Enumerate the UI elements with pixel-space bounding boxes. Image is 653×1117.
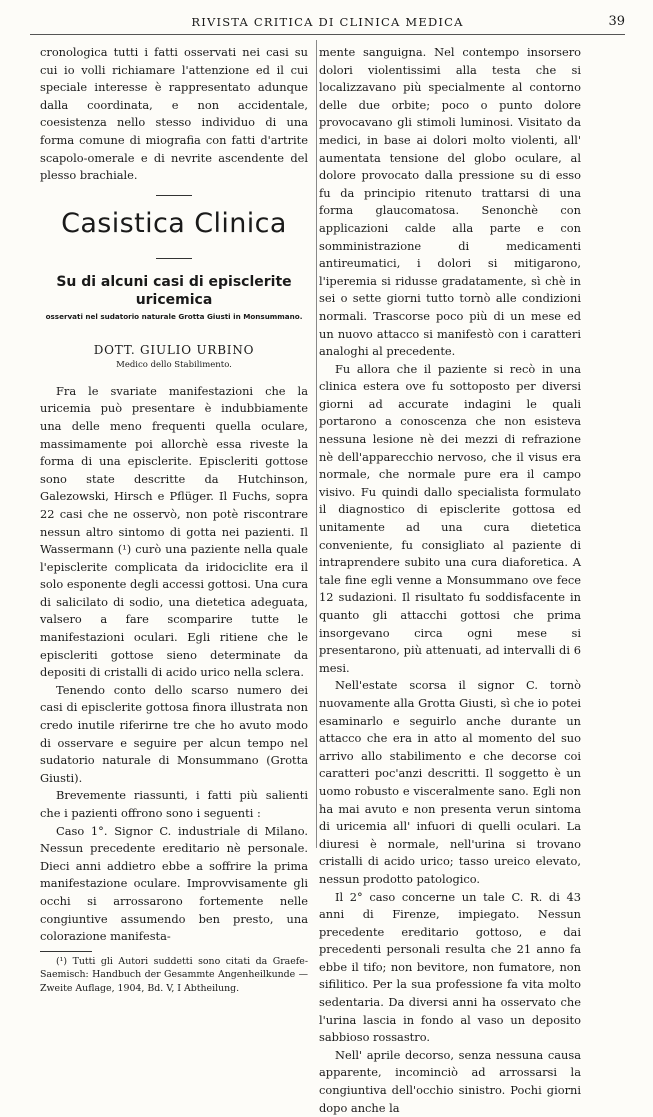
page-header — [30, 12, 625, 35]
page-number: 39 — [608, 14, 625, 29]
body-paragraph: Caso 1°. Signor C. industriale di Milano. Nessun precedente ereditario nè personale. Dieci anni addietro ebbe a soffrire la prima manifestazione oculare. Improvvisamente gli occhi si arrossarono fortemente nelle congiuntive assumendo ben presto, una colorazione manifesta- — [40, 823, 308, 944]
body-paragraph: Nell' aprile decorso, senza nessuna causa apparente, incominciò ad arrossarsi la congiuntiva dell'occhio sinistro. Pochi giorni dopo anche la — [319, 1047, 581, 1115]
author-name: DOTT. GIULIO URBINO — [93, 342, 255, 357]
body-paragraph: Il 2° caso concerne un tale C. R. di 43 anni di Firenze, impiegato. Nessun precedente ereditario gottoso, e dai precedenti personali resulta che 21 anno fa ebbe il tifo; non bevitore, non fumatore, non sifilitico. Per la sua professione fa vita molto sedentaria. Da diversi anni ha osservato che l'urina lascia in fondo al vaso un deposito sabbioso rossastro. — [319, 889, 581, 1045]
author-affiliation: Medico dello Stabilimento. — [116, 359, 232, 370]
section-rule — [156, 195, 192, 196]
body-paragraph: Nell'estate scorsa il signor C. tornò nuovamente alla Grotta Giusti, sì che io potei esaminarlo e seguirlo anche durante un attacco che era in atto al momento del suo arrivo allo stabilimento e che decorse coi caratteri poc'anzi descritti. Il soggetto è un uomo robusto e visceralmente sano. Egli non ha mai avuto e non presenta verun sintoma di uricemia all' infuori di quelli oculari. La diuresi è normale, nell'urina si trovano cristalli di acido urico; tasso ureico elevato, nessun prodotto patologico. — [319, 678, 581, 886]
left-column — [40, 44, 308, 996]
body-paragraph: Brevemente riassunti, i fatti più salienti che i pazienti offrono sono i seguenti : — [40, 788, 308, 820]
section-title: Casistica Clinica — [61, 207, 287, 239]
body-paragraph: Fra le svariate manifestazioni che la uricemia può presentare è indubbiamente una delle meno frequenti quella oculare, massimamente poi allorchè essa riveste la forma di una episclerite. Episcleriti gottose sono state descritte da Hutchinson, Galezowski, Hirsch e Pflüger. Il Fuchs, sopra 22 casi che ne osservò, non potè riscontrare nessun altro sintomo di gotta nei pazienti. Il Wassermann (¹) curò una paziente nella quale l'episclerite complicata da iridociclite era il solo esponente degli accessi gottosi. Una cura di salicilato di sodio, una dietetica adeguata, valsero a fare scomparire tutte le manifestazioni oculari. Egli ritiene che le episcleriti gottose sieno determinate da depositi di cristalli di acido urico nella sclera. — [40, 383, 308, 680]
title-rule — [156, 258, 192, 259]
body-paragraph: mente sanguigna. Nel contempo insorsero dolori violentissimi alla testa che si localizzavano più specialmente al contorno delle due orbite; poco o punto dolore provocavano gli stimoli luminosi. Visitato da medici, in base ai dolori molto violenti, all' aumentata tensione del globo oculare, al dolore provocato dalla pressione su di esso fu da principio ritenuto trattarsi di una forma glaucomatosa. Senonchè con applicazioni calde alla parte e con somministrazione di medicamenti antireumatici, i dolori si mitigarono, l'iperemia si ridusse gradatamente, sì chè in sei o sette giorni tutto tornò alle condizioni normali. Trascorse poco più di un mese ed un nuovo attacco si manifestò con i caratteri analoghi al precedente. — [319, 45, 581, 359]
column-divider — [316, 40, 317, 848]
running-title: RIVISTA CRITICA DI CLINICA MEDICA — [191, 15, 464, 29]
body-paragraph: Tenendo conto dello scarso numero dei casi di episclerite gottosa finora illustrata non credo inutile riferirne tre che ho avuto modo di osservare e seguire per alcun tempo nel sudatorio naturale di Monsummano (Grotta Giusti). — [40, 682, 308, 785]
article-subtitle: osservati nel sudatorio naturale Grotta Giusti in Monsummano. — [45, 311, 303, 321]
body-paragraph: Fu allora che il paziente si recò in una clinica estera ove fu sottoposto per diversi giorni ad accurate indagini le quali portarono a conoscenza che non esisteva nessuna lesione nè dei mezzi di refrazione nè dell'apparecchio nervoso, che il visus era normale, che normale pure era il campo visivo. Fu quindi dallo specialista formulato il diagnostico di episclerite gottosa ed unitamente ad una cura dietetica conveniente, fu consigliato al paziente di intraprendere subito una cura diaforetica. A tale fine egli venne a Monsummano ove fece 12 sudazioni. Il risultato fu soddisfacente in quanto gli attacchi gottosi che prima insorgevano circa ogni mese si presentarono, più attenuati, ad intervalli di 6 mesi. — [319, 361, 581, 675]
right-column — [319, 44, 581, 1117]
article-title: Su di alcuni casi di episclerite uricemica — [56, 273, 292, 308]
footnote-rule — [40, 951, 92, 952]
footnote: (¹) Tutti gli Autori suddetti sono citati da Graefe-Saemisch: Handbuch der Gesammte Angenheilkunde — Zweite Auflage, 1904, Bd. V, I Abtheilung. — [40, 955, 308, 994]
carryover-paragraph: cronologica tutti i fatti osservati nei casi su cui io volli richiamare l'attenzione ed il cui speciale interesse è rappresentato adunque dalla coordinata, e non accidentale, coesistenza nello stesso individuo di una forma comune di miografia con fatti d'artrite scapolo-omerale e di nevrite ascendente del plesso brachiale. — [40, 45, 308, 183]
